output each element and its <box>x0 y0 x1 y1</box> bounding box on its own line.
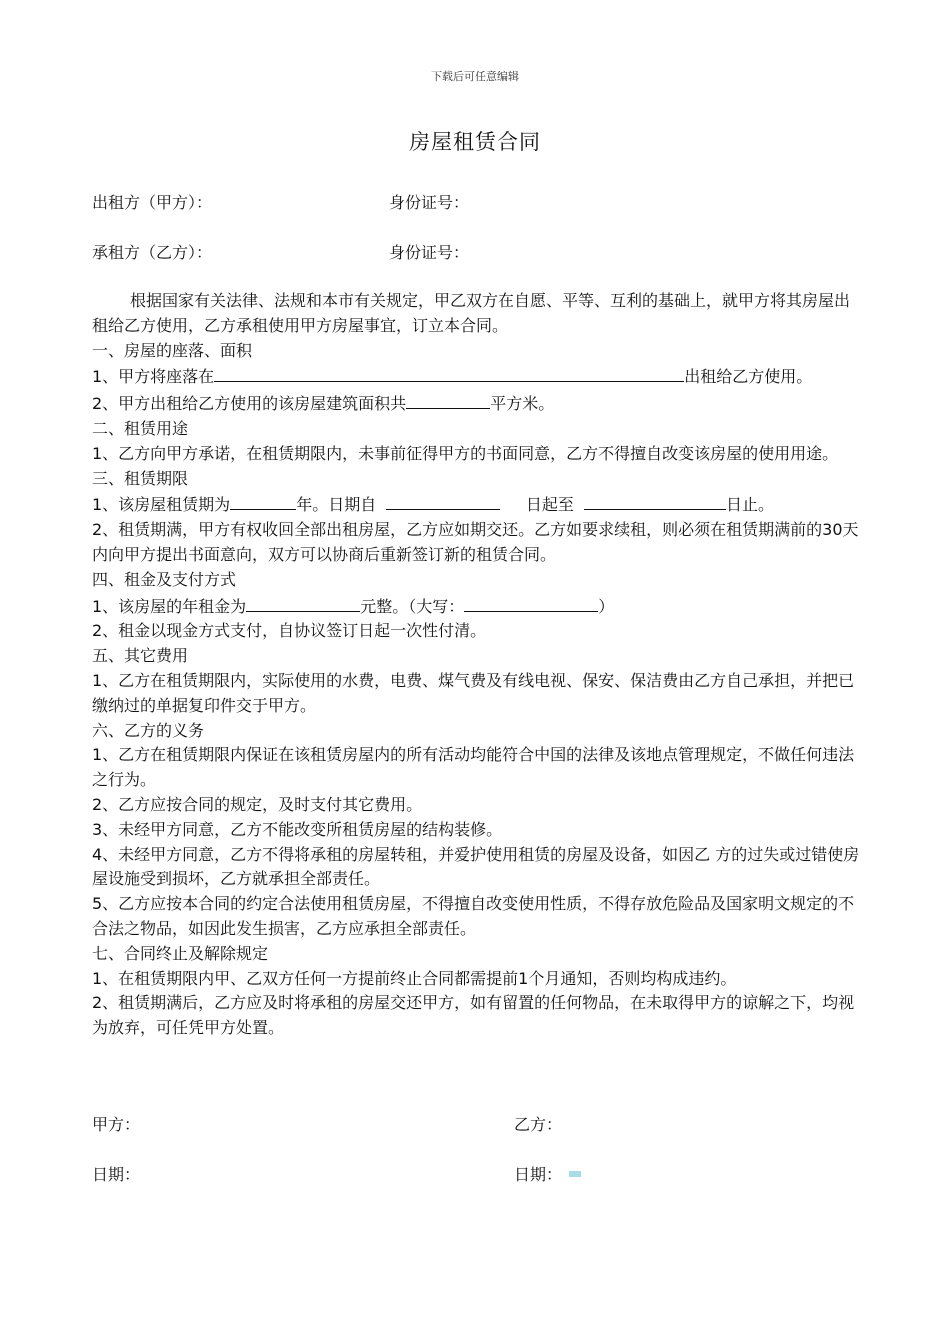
highlight-mark <box>569 1171 581 1177</box>
address-blank[interactable] <box>214 363 684 382</box>
rent-uppercase-blank[interactable] <box>464 593 598 612</box>
clause-2-1: 1、乙方向甲方承诺，在租赁期限内，未事前征得甲方的书面同意，乙方不得擅自改变该房屋的使用用途。 <box>92 443 839 463</box>
section-6-title: 六、乙方的义务 <box>92 720 205 740</box>
lessee-label: 承租方（乙方）： <box>92 243 213 262</box>
contract-body <box>92 289 864 1041</box>
party-a-signature-label: 甲方： <box>92 1115 141 1134</box>
clause-7-2: 2、租赁期满后，乙方应及时将承租的房屋交还甲方，如有留置的任何物品，在未取得甲方的谅解之下，均视为放弃，可任凭甲方处置。 <box>92 993 855 1038</box>
lessee-line <box>92 240 470 263</box>
lessor-label: 出租方（甲方）： <box>92 193 213 212</box>
clause-7-1: 1、在租赁期限内甲、乙双方任何一方提前终止合同都需提前1个月通知，否则均构成违约。 <box>92 968 737 988</box>
area-blank[interactable] <box>406 390 490 409</box>
section-7-title: 七、合同终止及解除规定 <box>92 943 269 963</box>
party-a-date-label: 日期： <box>92 1165 141 1184</box>
end-date-blank[interactable] <box>584 491 726 510</box>
clause-1-1: 1、甲方将座落在 出租给乙方使用。 <box>92 363 864 390</box>
section-2-title: 二、租赁用途 <box>92 418 189 438</box>
section-4-title: 四、租金及支付方式 <box>92 569 237 589</box>
clause-6-3: 3、未经甲方同意，乙方不能改变所租赁房屋的结构装修。 <box>92 819 503 839</box>
header-note: 下载后可任意编辑 <box>431 70 519 83</box>
rent-amount-blank[interactable] <box>246 593 360 612</box>
clause-4-2: 2、租金以现金方式支付，自协议签订日起一次性付清。 <box>92 621 487 641</box>
party-b-signature-label: 乙方： <box>514 1115 563 1134</box>
document-title: 房屋租赁合同 <box>409 130 541 154</box>
clause-3-2: 2、租赁期满，甲方有权收回全部出租房屋，乙方应如期交还。乙方如要求续租，则必须在租赁期满前的30天内向甲方提出书面意向，双方可以协商后重新签订新的租赁合同。 <box>92 520 859 564</box>
clause-5-1: 1、乙方在租赁期限内，实际使用的水费，电费、煤气费及有线电视、保安、保洁费由乙方自己承担，并把已缴纳过的单据复印件交于甲方。 <box>92 670 855 715</box>
lessor-line <box>92 190 470 213</box>
party-b-date-label: 日期： <box>514 1165 563 1184</box>
section-1-title: 一、房屋的座落、面积 <box>92 340 253 360</box>
lessee-id-label: 身份证号： <box>389 243 470 262</box>
lessor-id-label: 身份证号： <box>389 193 470 212</box>
section-5-title: 五、其它费用 <box>92 646 189 666</box>
clause-6-4: 4、未经甲方同意，乙方不得将承租的房屋转租，并爱护使用租赁的房屋及设备，如因乙 方的过失或过错使房屋设施受到损坏，乙方就承担全部责任。 <box>92 844 860 889</box>
clause-3-1: 1、该房屋租赁期为 年。日期自 日起至 日止。 <box>92 491 864 518</box>
clause-6-1: 1、乙方在租赁期限内保证在该租赁房屋内的所有活动均能符合中国的法律及该地点管理规定，不做任何违法之行为。 <box>92 745 855 790</box>
clause-1-2: 2、甲方出租给乙方使用的该房屋建筑面积共 平方米。 <box>92 390 864 417</box>
clause-6-2: 2、乙方应按合同的规定，及时支付其它费用。 <box>92 794 423 814</box>
clause-6-5: 5、乙方应按本合同的约定合法使用租赁房屋，不得擅自改变使用性质，不得存放危险品及国家明文规定的不合法之物品，如因此发生损害，乙方应承担全部责任。 <box>92 894 855 938</box>
clause-4-1: 1、该房屋的年租金为 元整。（大写： ） <box>92 593 864 620</box>
start-date-blank[interactable] <box>386 491 500 510</box>
intro-paragraph: 根据国家有关法律、法规和本市有关规定，甲乙双方在自愿、平等、互利的基础上，就甲方将其房屋出租给乙方使用，乙方承租使用甲方房屋事宜，订立本合同。 <box>92 291 851 335</box>
term-years-blank[interactable] <box>230 491 296 510</box>
section-3-title: 三、租赁期限 <box>92 468 189 488</box>
